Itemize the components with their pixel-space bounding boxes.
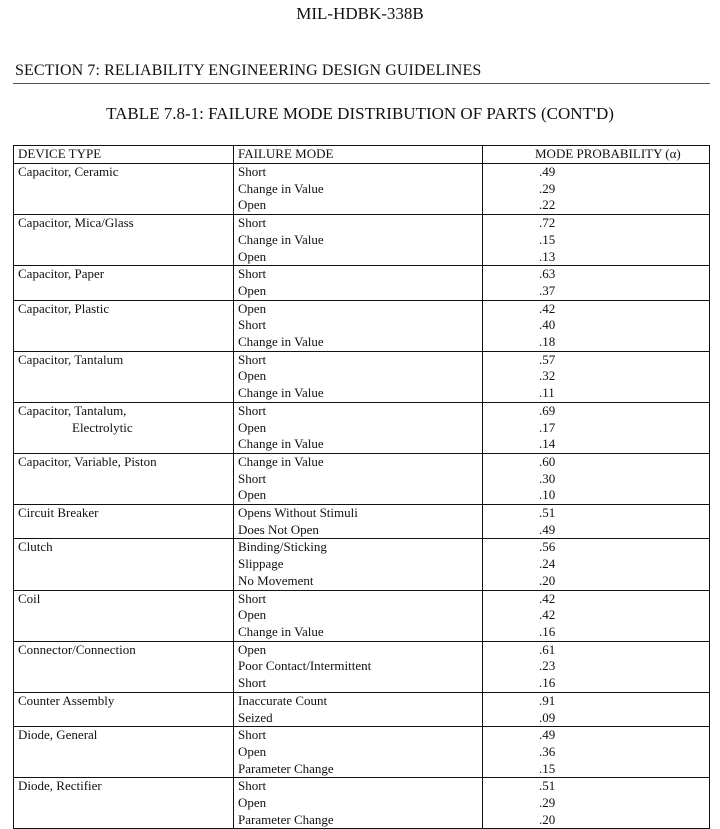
table-row [14,266,710,300]
failure-mode-text: Change in Value [238,436,324,452]
failure-mode-text: Change in Value [238,385,324,401]
device-type-text: Capacitor, Variable, Piston [18,453,157,469]
failure-mode-text: Short [238,470,267,486]
failure-mode-text: No Movement [238,572,314,588]
mode-probability-cell [483,539,710,590]
mode-probability-value: .11 [539,385,555,401]
failure-mode-text: Open [238,300,267,316]
mode-probability-value: .57 [539,351,556,367]
mode-probability-value: .20 [539,572,556,588]
failure-mode-cell [234,266,483,300]
failure-mode-text: Short [238,590,267,606]
device-type-cell [14,402,234,453]
device-type-text: Diode, Rectifier [18,778,102,794]
device-type-text: Capacitor, Tantalum [18,351,124,367]
column-header-failure-mode: FAILURE MODE [234,146,483,164]
mode-probability-value: .20 [539,811,556,827]
device-type-text: Capacitor, Paper [18,266,105,282]
failure-mode-text: Change in Value [238,453,324,469]
mode-probability-value: .15 [539,760,556,776]
failure-mode-text: Short [238,164,267,179]
mode-probability-value: .17 [539,419,556,435]
failure-mode-cell [234,402,483,453]
mode-probability-value: .63 [539,266,556,282]
device-type-text: Capacitor, Ceramic [18,164,119,179]
mode-probability-value: .51 [539,505,556,521]
device-type-text: Connector/Connection [18,641,136,657]
mode-probability-value: .42 [539,590,556,606]
mode-probability-value: .49 [539,521,556,537]
failure-mode-text: Parameter Change [238,811,334,827]
mode-probability-value: .16 [539,675,556,691]
table-row [14,727,710,778]
mode-probability-value: .61 [539,641,556,657]
failure-mode-cell [234,453,483,504]
table-title: TABLE 7.8-1: FAILURE MODE DISTRIBUTION OF PARTS (CONT'D) [106,104,614,123]
device-type-cell [14,453,234,504]
mode-probability-value: .10 [539,487,556,503]
failure-mode-text: Short [238,402,267,418]
mode-probability-value: .15 [539,231,556,247]
device-type-text: Clutch [18,539,53,555]
failure-mode-text: Change in Value [238,231,324,247]
failure-mode-text: Open [238,197,267,213]
failure-mode-text: Short [238,727,267,743]
failure-mode-text: Open [238,282,267,298]
mode-probability-cell [483,164,710,215]
mode-probability-cell [483,778,710,829]
device-type-cell [14,641,234,692]
device-type-text: Electrolytic [72,419,133,435]
failure-mode-text: Open [238,368,267,384]
mode-probability-cell [483,692,710,726]
failure-mode-cell [234,300,483,351]
device-type-cell [14,164,234,215]
mode-probability-value: .56 [539,539,556,555]
mode-probability-value: .42 [539,607,556,623]
mode-probability-value: .69 [539,402,556,418]
table-row [14,590,710,641]
device-type-text: Coil [18,590,41,606]
table-row [14,692,710,726]
mode-probability-value: .49 [539,727,556,743]
mode-probability-cell [483,727,710,778]
table-row [14,351,710,402]
failure-mode-text: Short [238,215,267,231]
column-header-device-type: DEVICE TYPE [14,146,234,164]
table-row [14,641,710,692]
mode-probability-value: .14 [539,436,556,452]
section-title: SECTION 7: RELIABILITY ENGINEERING DESIGN GUIDELINES [15,62,482,79]
mode-probability-cell [483,641,710,692]
mode-probability-cell [483,453,710,504]
table-row [14,164,710,215]
failure-mode-text: Short [238,778,267,794]
failure-mode-text: Parameter Change [238,760,334,776]
mode-probability-value: .36 [539,743,556,759]
failure-mode-text: Binding/Sticking [238,539,327,555]
failure-mode-text: Open [238,607,267,623]
device-type-text: Circuit Breaker [18,505,99,521]
failure-mode-text: Change in Value [238,623,324,639]
table-header [14,146,710,164]
mode-probability-cell [483,402,710,453]
device-type-text: Diode, General [18,727,98,743]
failure-mode-text: Poor Contact/Intermittent [238,658,372,674]
device-type-text: Capacitor, Mica/Glass [18,215,134,231]
device-type-cell [14,539,234,590]
mode-probability-value: .60 [539,453,556,469]
failure-mode-cell [234,164,483,215]
failure-mode-cell [234,778,483,829]
device-type-cell [14,505,234,539]
mode-probability-cell [483,215,710,266]
failure-mode-text: Open [238,795,267,811]
device-type-cell [14,778,234,829]
device-type-cell [14,215,234,266]
failure-mode-text: Seized [238,709,273,725]
device-type-cell [14,266,234,300]
failure-mode-cell [234,727,483,778]
table-row [14,453,710,504]
failure-mode-text: Short [238,266,267,282]
mode-probability-value: .22 [539,197,556,213]
failure-mode-text: Open [238,743,267,759]
mode-probability-value: .37 [539,282,556,298]
failure-mode-text: Change in Value [238,334,324,350]
device-type-cell [14,590,234,641]
column-header-mode-probability: MODE PROBABILITY (α) [483,146,710,164]
mode-probability-cell [483,505,710,539]
failure-mode-table [13,145,710,829]
section-divider [13,83,710,84]
table-row [14,505,710,539]
failure-mode-text: Open [238,248,267,264]
failure-mode-text: Open [238,487,267,503]
mode-probability-value: .49 [539,164,556,179]
failure-mode-text: Slippage [238,556,284,572]
mode-probability-value: .13 [539,248,556,264]
mode-probability-value: .29 [539,795,556,811]
mode-probability-value: .91 [539,692,556,708]
failure-mode-text: Does Not Open [238,521,319,537]
device-type-cell [14,300,234,351]
document-id: MIL-HDBK-338B [296,4,424,23]
device-type-cell [14,351,234,402]
failure-mode-cell [234,351,483,402]
mode-probability-value: .24 [539,556,556,572]
failure-mode-text: Inaccurate Count [238,692,328,708]
table-row [14,778,710,829]
mode-probability-value: .40 [539,317,556,333]
mode-probability-value: .72 [539,215,556,231]
device-type-cell [14,692,234,726]
table-body [14,164,710,829]
table-row [14,402,710,453]
mode-probability-cell [483,266,710,300]
failure-mode-cell [234,505,483,539]
mode-probability-cell [483,590,710,641]
failure-mode-text: Open [238,419,267,435]
mode-probability-cell [483,300,710,351]
failure-mode-text: Short [238,317,267,333]
mode-probability-value: .29 [539,180,556,196]
device-type-cell [14,727,234,778]
failure-mode-text: Change in Value [238,180,324,196]
mode-probability-value: .09 [539,709,556,725]
failure-mode-text: Short [238,675,267,691]
mode-probability-value: .51 [539,778,556,794]
table-row [14,300,710,351]
device-type-text: Capacitor, Tantalum, [18,402,127,418]
mode-probability-value: .18 [539,334,556,350]
mode-probability-value: .16 [539,623,556,639]
device-type-text: Counter Assembly [18,692,115,708]
table-row [14,215,710,266]
failure-mode-text: Short [238,351,267,367]
mode-probability-value: .32 [539,368,556,384]
mode-probability-value: .30 [539,470,556,486]
mode-probability-value: .42 [539,300,556,316]
failure-mode-cell [234,692,483,726]
failure-mode-cell [234,641,483,692]
failure-mode-cell [234,539,483,590]
failure-mode-cell [234,215,483,266]
failure-mode-cell [234,590,483,641]
mode-probability-value: .23 [539,658,556,674]
table-header-row [14,146,710,164]
failure-mode-text: Opens Without Stimuli [238,505,358,521]
table-row [14,539,710,590]
mode-probability-cell [483,351,710,402]
device-type-text: Capacitor, Plastic [18,300,110,316]
failure-mode-text: Open [238,641,267,657]
